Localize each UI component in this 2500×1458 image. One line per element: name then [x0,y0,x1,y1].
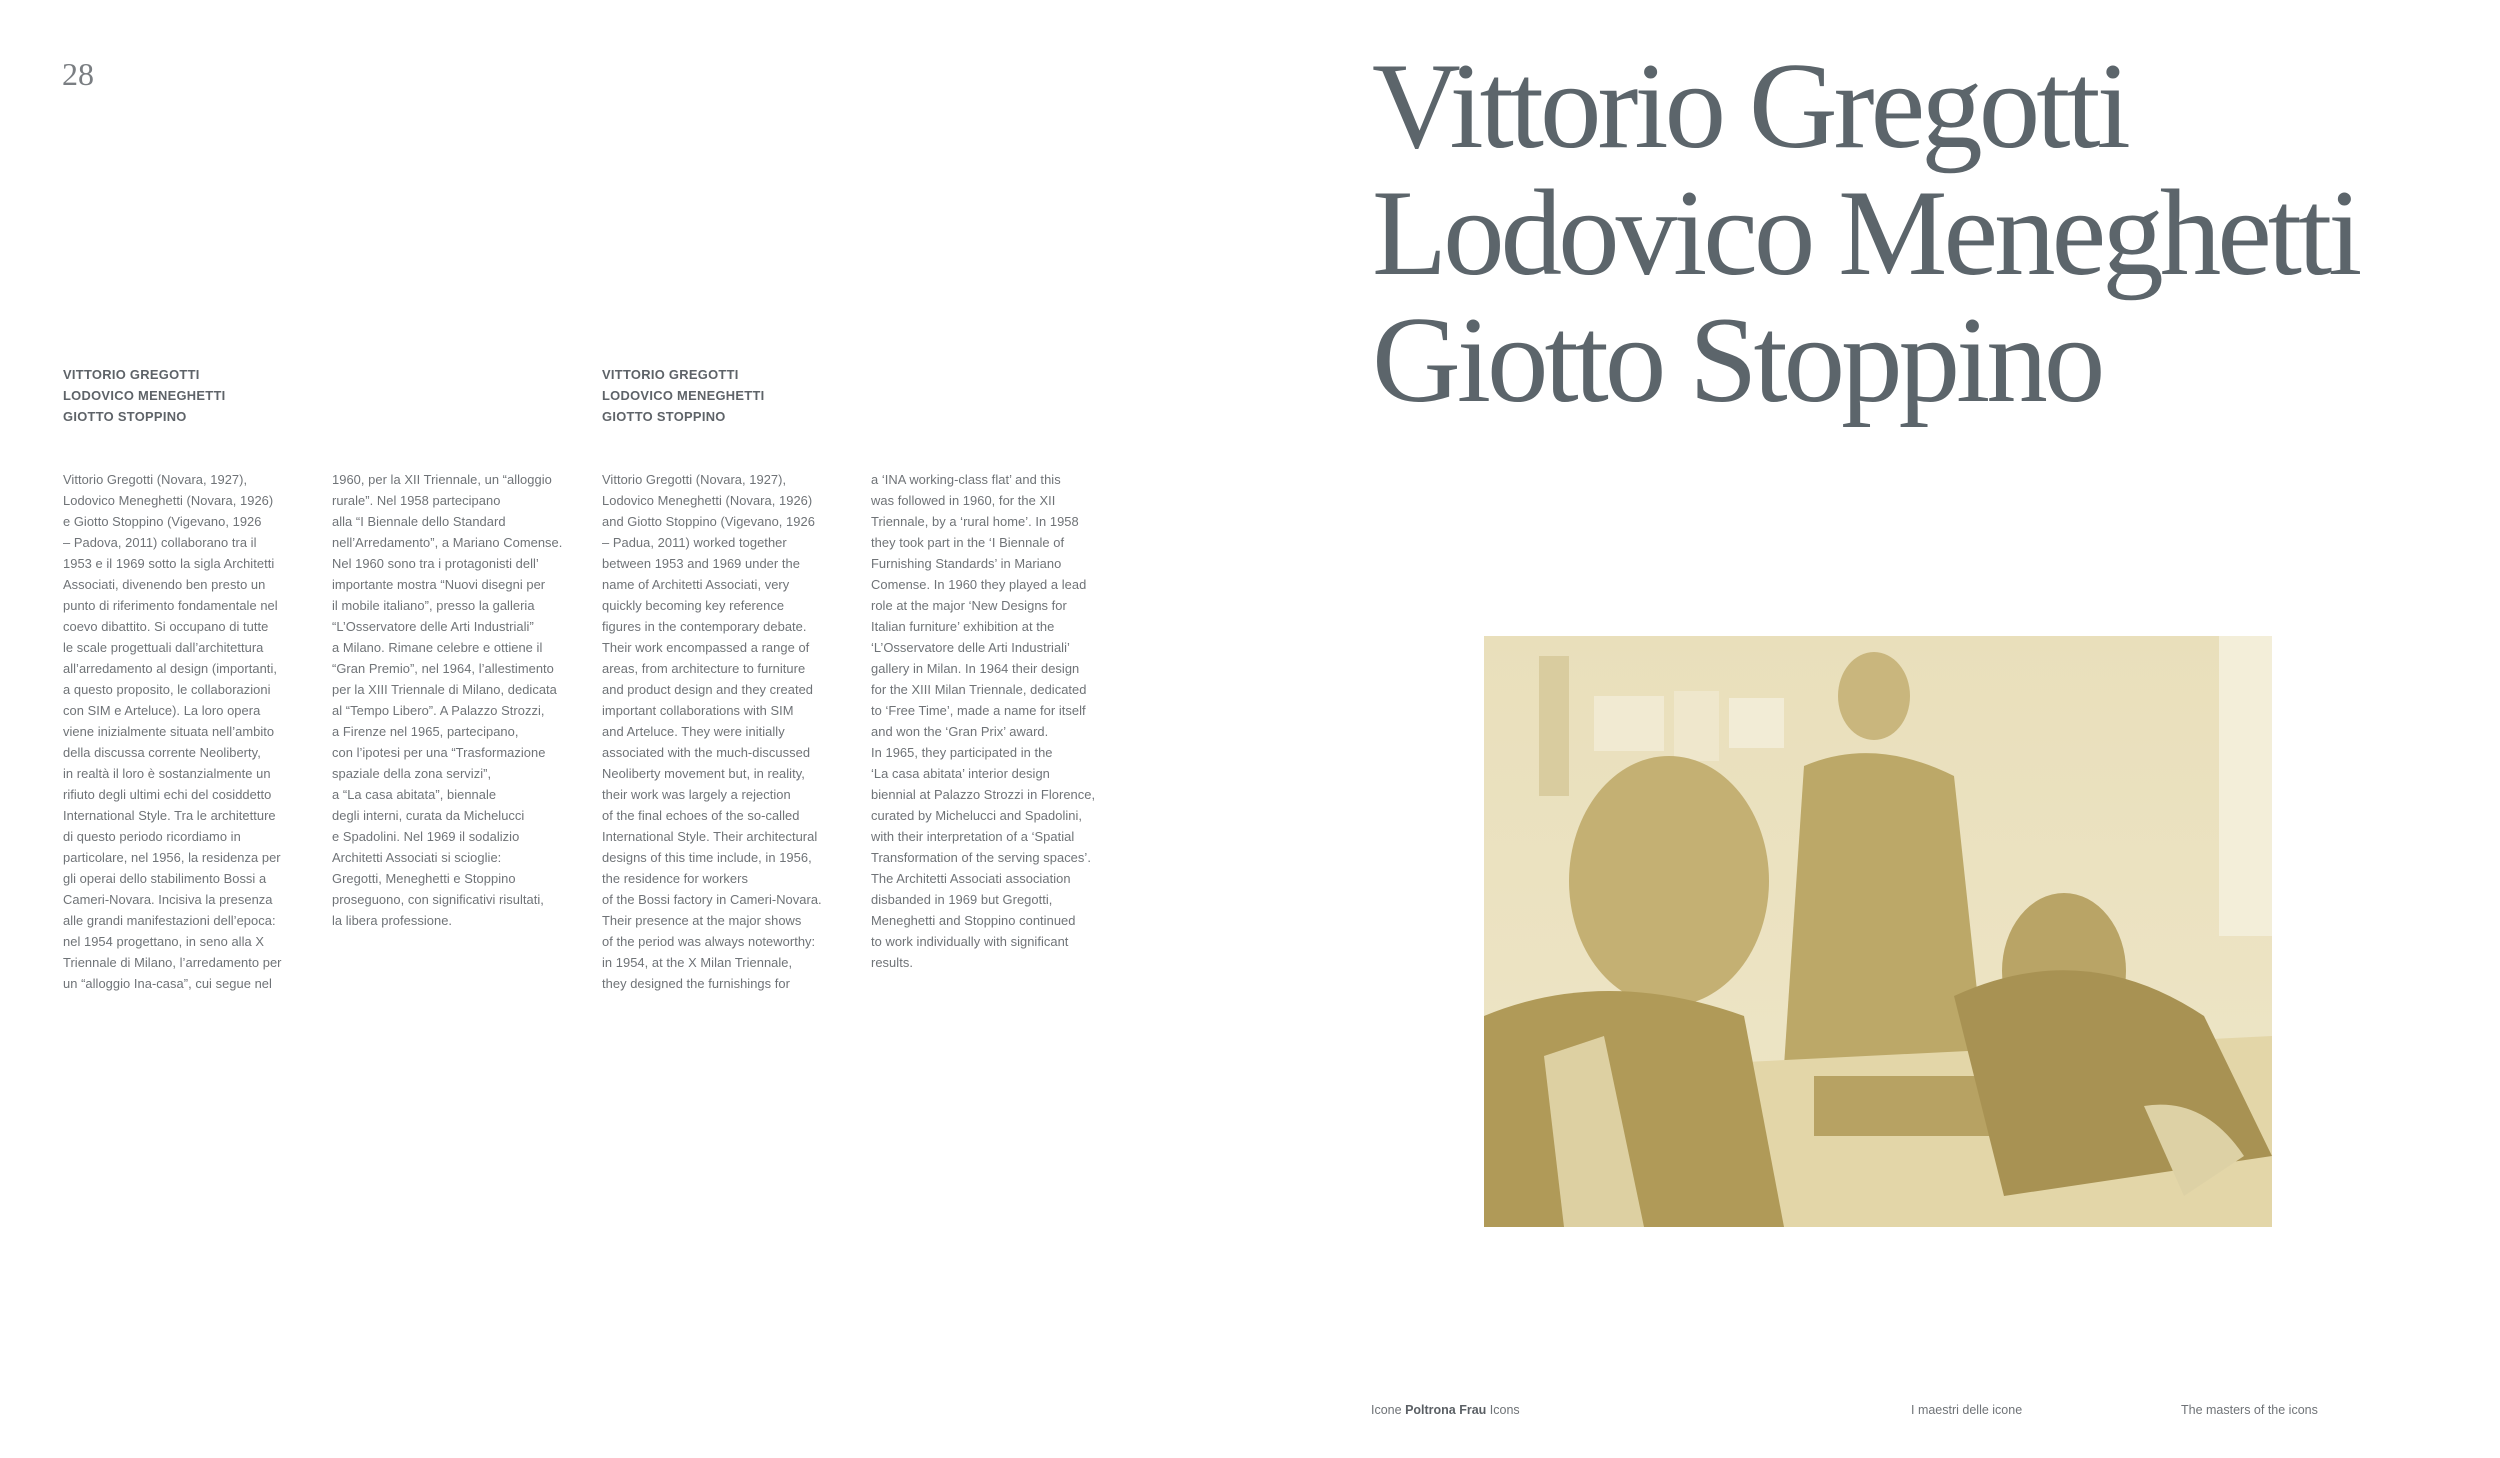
footer-prefix: Icone [1371,1403,1406,1417]
footer-right: The masters of the icons [2181,1403,2318,1417]
italian-column-2 [332,343,582,952]
page-number: 28 [62,56,94,92]
portrait-photo [1484,636,2272,1227]
footer-left [1371,1403,1520,1417]
italian-body-1: Vittorio Gregotti (Novara, 1927), Lodovico Meneghetti (Novara, 1926) e Giotto Stoppino (Vigevano, 1926 – Padova, 2011) collaborano tra il 1953 e il 1969 sotto la sigla Architetti Associati, divenendo ben presto un punto di riferimento fondamentale nel coevo dibattito. Si occupano di tutte le scale progettuali dall’architettura all’arredamento al design (importanti, a questo proposito, le collaborazioni con SIM e Arteluce). La loro opera viene inizialmente situata nell’ambito della discussa corrente Neoliberty, in realtà il loro è sostanzialmente un rifiuto degli ultimi echi del cosiddetto International Style. Tra le architetture di questo periodo ricordiamo in particolare, nel 1956, la residenza per gli operai dello stabilimento Bossi a Cameri-Novara. Incisiva la presenza alle grandi manifestazioni dell’epoca: nel 1954 progettano, in seno alla X Triennale di Milano, l’arredamento per un “alloggio Ina-casa”, cui segue nel [63,472,282,991]
italian-heading: VITTORIO GREGOTTI LODOVICO MENEGHETTI GIOTTO STOPPINO [63,367,226,424]
english-body-2: a ‘INA working-class flat’ and this was followed in 1960, for the XII Triennale, by a ‘rural home’. In 1958 they took part in the ‘I Biennale of Furnishing Standards’ in Mariano Comense. In 1960 they played a lead role at the major ‘New Designs for Italian furniture’ exhibition at the ‘L’Osservatore delle Arti Industriali’ gallery in Milan. In 1964 their design for the XIII Milan Triennale, dedicated to ‘Free Time’, made a name for itself and won the ‘Gran Prix’ award. In 1965, they participated in the ‘La casa abitata’ interior design biennial at Palazzo Strozzi in Florence, curated by Michelucci and Spadolini, with their interpretation of a ‘Spatial Transformation of the serving spaces’. The Architetti Associati association disbanded in 1969 but Gregotti, Meneghetti and Stoppino continued to work individually with significant results. [871,472,1096,970]
italian-column-1 [63,343,313,1015]
english-heading: VITTORIO GREGOTTI LODOVICO MENEGHETTI GIOTTO STOPPINO [602,367,765,424]
english-body-1: Vittorio Gregotti (Novara, 1927), Lodovico Meneghetti (Novara, 1926) and Giotto Stoppino (Vigevano, 1926 – Padua, 2011) worked together between 1953 and 1969 under the name of Architetti Associati, very quickly becoming key reference figures in the contemporary debate. Their work encompassed a range of areas, from architecture to furniture and product design and they created important collaborations with SIM and Arteluce. They were initially associated with the much-discussed Neoliberty movement but, in reality, their work was largely a rejection of the final echoes of the so-called International Style. Their architectural designs of this time include, in 1956, the residence for workers of the Bossi factory in Cameri-Novara. Their presence at the major shows of the period was always noteworthy: in 1954, at the X Milan Triennale, they designed the furnishings for [602,472,822,991]
title-line-2: Lodovico Meneghetti [1372,164,2359,301]
photo-illustration [1484,636,2272,1227]
title-line-3: Giotto Stoppino [1372,291,2102,428]
page-title [1372,37,2359,428]
footer-brand: Poltrona Frau [1405,1403,1487,1417]
title-line-1: Vittorio Gregotti [1372,37,2127,174]
english-column-2 [871,343,1121,994]
english-column-1 [602,343,852,1015]
italian-body-2: 1960, per la XII Triennale, un “alloggio rurale”. Nel 1958 partecipano alla “I Biennale dello Standard nell’Arredamento”, a Mariano Comense. Nel 1960 sono tra i protagonisti dell’ importante mostra “Nuovi disegni per il mobile italiano”, presso la galleria “L’Osservatore delle Arti Industriali” a Milano. Rimane celebre e ottiene il “Gran Premio”, nel 1964, l’allestimento per la XIII Triennale di Milano, dedicata al “Tempo Libero”. A Palazzo Strozzi, a Firenze nel 1965, partecipano, con l’ipotesi per una “Trasformazione spaziale della zona servizi”, a “La casa abitata”, biennale degli interni, curata da Michelucci e Spadolini. Nel 1969 il sodalizio Architetti Associati si scioglie: Gregotti, Meneghetti e Stoppino proseguono, con significativi risultati, la libera professione. [332,472,563,928]
footer-suffix: Icons [1486,1403,1520,1417]
footer-middle: I maestri delle icone [1911,1403,2023,1417]
